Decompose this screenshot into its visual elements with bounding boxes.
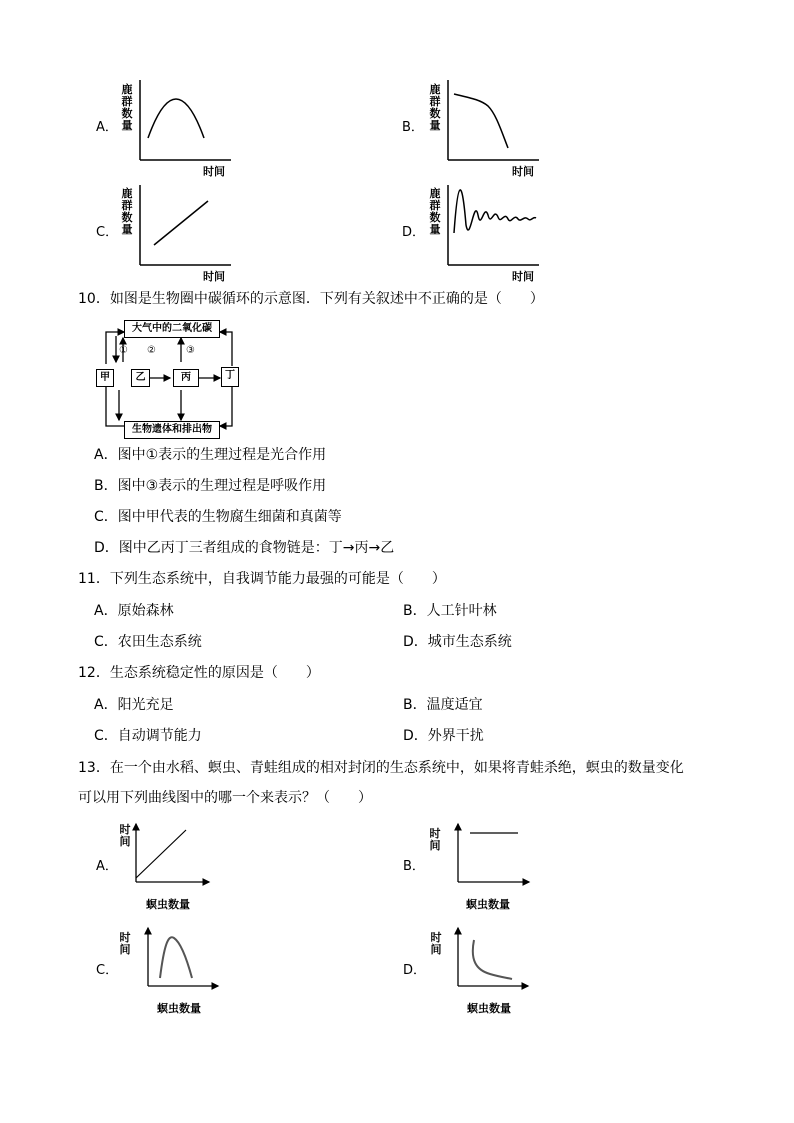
y-axis-label: 时间 xyxy=(119,823,131,848)
q11-option-d: D．城市生态系统 xyxy=(403,634,512,650)
process-number-2: ② xyxy=(147,345,156,356)
x-axis-label: 时间 xyxy=(512,165,534,178)
deer-graph-c xyxy=(138,185,233,270)
x-axis-label: 螟虫数量 xyxy=(467,1002,511,1015)
node-jia: 甲 xyxy=(96,369,114,387)
q12-option-b: B．温度适宜 xyxy=(403,697,483,713)
option-letter: D． xyxy=(402,225,426,240)
option-letter: A． xyxy=(96,120,118,135)
x-axis-label: 时间 xyxy=(203,270,225,283)
node-yi: 乙 xyxy=(131,369,150,387)
option-letter: C． xyxy=(96,963,119,978)
q12-option-c: C．自动调节能力 xyxy=(94,728,202,744)
node-ding: 丁 xyxy=(221,367,239,387)
q11-option-b: B．人工针叶林 xyxy=(403,603,497,619)
q10-option-a: A．图中①表示的生理过程是光合作用 xyxy=(94,447,327,463)
q12-option-d: D．外界干扰 xyxy=(403,728,484,744)
remains-excreta-box: 生物遗体和排出物 xyxy=(124,421,220,439)
q13-stem-line2: 可以用下列曲线图中的哪一个来表示？（ ） xyxy=(78,790,372,806)
pest-graph-d xyxy=(456,926,536,988)
process-number-3: ③ xyxy=(186,345,195,356)
y-axis-label: 鹿群数量 xyxy=(121,187,133,236)
pest-graph-a xyxy=(134,822,214,884)
q12-option-a: A．阳光充足 xyxy=(94,697,174,713)
option-letter: B． xyxy=(402,120,424,135)
x-axis-label: 螟虫数量 xyxy=(146,898,190,911)
option-letter: A． xyxy=(96,859,118,874)
deer-graph-a xyxy=(138,80,233,165)
q10-option-c: C．图中甲代表的生物腐生细菌和真菌等 xyxy=(94,509,342,525)
q12-stem: 12．生态系统稳定性的原因是（ ） xyxy=(78,665,320,681)
deer-graph-d xyxy=(446,185,541,270)
option-letter: B． xyxy=(403,859,425,874)
x-axis-label: 螟虫数量 xyxy=(157,1002,201,1015)
atmosphere-co2-box: 大气中的二氧化碳 xyxy=(124,320,220,338)
q11-option-a: A．原始森林 xyxy=(94,603,174,619)
process-number-1: ① xyxy=(119,345,128,356)
y-axis-label: 鹿群数量 xyxy=(429,187,441,236)
q10-option-b: B．图中③表示的生理过程是呼吸作用 xyxy=(94,478,327,494)
q11-option-c: C．农田生态系统 xyxy=(94,634,202,650)
y-axis-label: 时间 xyxy=(119,931,131,956)
pest-graph-c xyxy=(146,926,226,988)
x-axis-label: 螟虫数量 xyxy=(466,898,510,911)
deer-graph-b xyxy=(446,80,541,165)
y-axis-label: 鹿群数量 xyxy=(429,83,441,132)
pest-graph-b xyxy=(456,822,536,884)
option-letter: D． xyxy=(403,963,427,978)
q11-stem: 11．下列生态系统中，自我调节能力最强的可能是（ ） xyxy=(78,571,446,587)
x-axis-label: 时间 xyxy=(512,270,534,283)
y-axis-label: 时间 xyxy=(429,827,441,852)
node-bing: 丙 xyxy=(173,369,199,387)
q13-stem-line1: 13．在一个由水稻、螟虫、青蛙组成的相对封闭的生态系统中，如果将青蛙杀绝，螟虫的数量变化 xyxy=(78,760,684,776)
q10-stem: 10．如图是生物圈中碳循环的示意图．下列有关叙述中不正确的是（ ） xyxy=(78,291,544,307)
y-axis-label: 时间 xyxy=(430,931,442,956)
q10-option-d: D．图中乙丙丁三者组成的食物链是：丁→丙→乙 xyxy=(94,540,395,556)
option-letter: C． xyxy=(96,225,119,240)
x-axis-label: 时间 xyxy=(203,165,225,178)
y-axis-label: 鹿群数量 xyxy=(121,83,133,132)
